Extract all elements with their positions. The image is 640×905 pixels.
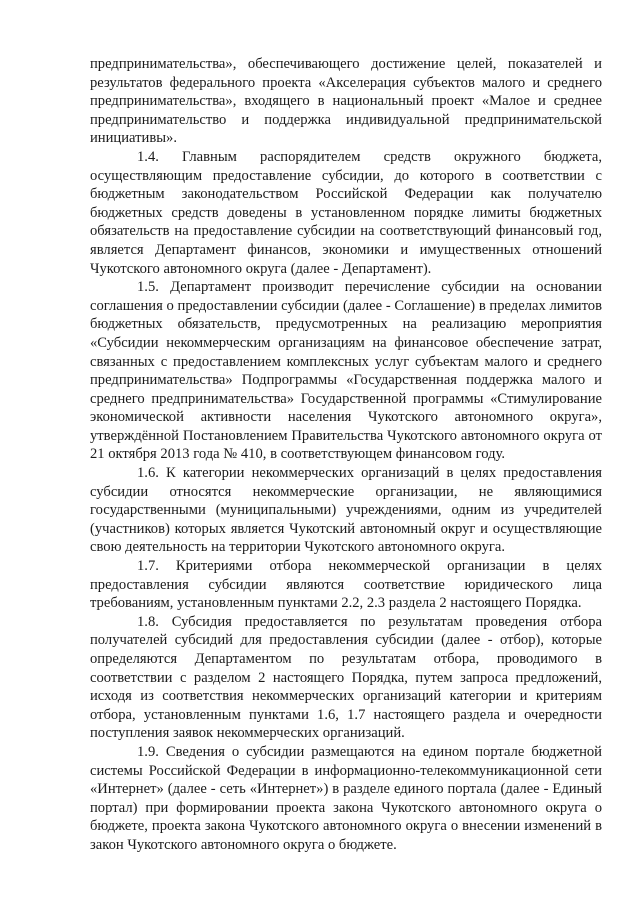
paragraph-1-7: 1.7. Критериями отбора некоммерческой организации в целях предоставления субсидии являются соответствие юридического лица требованиям, установленным пунктами 2.2, 2.3 раздела 2 настоящего Порядка. (90, 558, 602, 612)
paragraph-1-6: 1.6. К категории некоммерческих организаций в целях предоставления субсидии относятся некоммерческие организации, не являющимися государственными (муниципальными) учреждениями, одним из учредителей (участников) которых является Чукотский автономный округ и осуществляющие свою деятельность на территории Чукотского автономного округа. (90, 465, 602, 556)
document-page (90, 55, 602, 855)
paragraph-continuation: предпринимательства», обеспечивающего достижение целей, показателей и результатов федерального проекта «Акселерация субъектов малого и среднего предпринимательства», входящего в национальный проект «Малое и среднее предпринимательство и поддержка индивидуальной предпринимательской инициативы». (90, 56, 602, 147)
paragraph-1-8: 1.8. Субсидия предоставляется по результатам проведения отбора получателей субсидий для предоставления субсидии (далее - отбор), которые определяются Департаментом по результатам отбора, проводимого в соответствии с разделом 2 настоящего Порядка, путем запроса предложений, исходя из соответствия некоммерческих организаций категории и критериям отбора, установленным пунктами 1.6, 1.7 настоящего раздела и очередности поступления заявок некоммерческих организаций. (90, 613, 602, 742)
paragraph-1-9: 1.9. Сведения о субсидии размещаются на едином портале бюджетной системы Российской Федерации в информационно-телекоммуникационной сети «Интернет» (далее - сеть «Интернет») в разделе единого портала (далее - Единый портал) при формировании проекта закона Чукотского автономного округа о бюджете, проекта закона Чукотского автономного округа о внесении изменений в закон Чукотского автономного округа о бюджете. (90, 743, 602, 853)
paragraph-1-4: 1.4. Главным распорядителем средств окружного бюджета, осуществляющим предоставление субсидии, до которого в соответствии с бюджетным законодательством Российской Федерации как получателю бюджетных средств доведены в установленном порядке лимиты бюджетных обязательств на предоставление субсидии на соответствующий финансовый год, является Департамент финансов, экономики и имущественных отношений Чукотского автономного округа (далее - Департамент). (90, 148, 602, 277)
paragraph-1-5: 1.5. Департамент производит перечисление субсидии на основании соглашения о предоставлении субсидии (далее - Соглашение) в пределах лимитов бюджетных обязательств, предусмотренных на реализацию мероприятия «Субсидии некоммерческим организациям на финансовое обеспечение затрат, связанных с предоставлением комплексных услуг субъектам малого и среднего предпринимательства» Подпрограммы «Государственная поддержка малого и среднего предпринимательства» Государственной программы «Стимулирование экономической активности населения Чукотского автономного округа», утверждённой Постановлением Правительства Чукотского автономного округа от 21 октября 2013 года № 410, в соответствующем финансовом году. (90, 279, 602, 463)
